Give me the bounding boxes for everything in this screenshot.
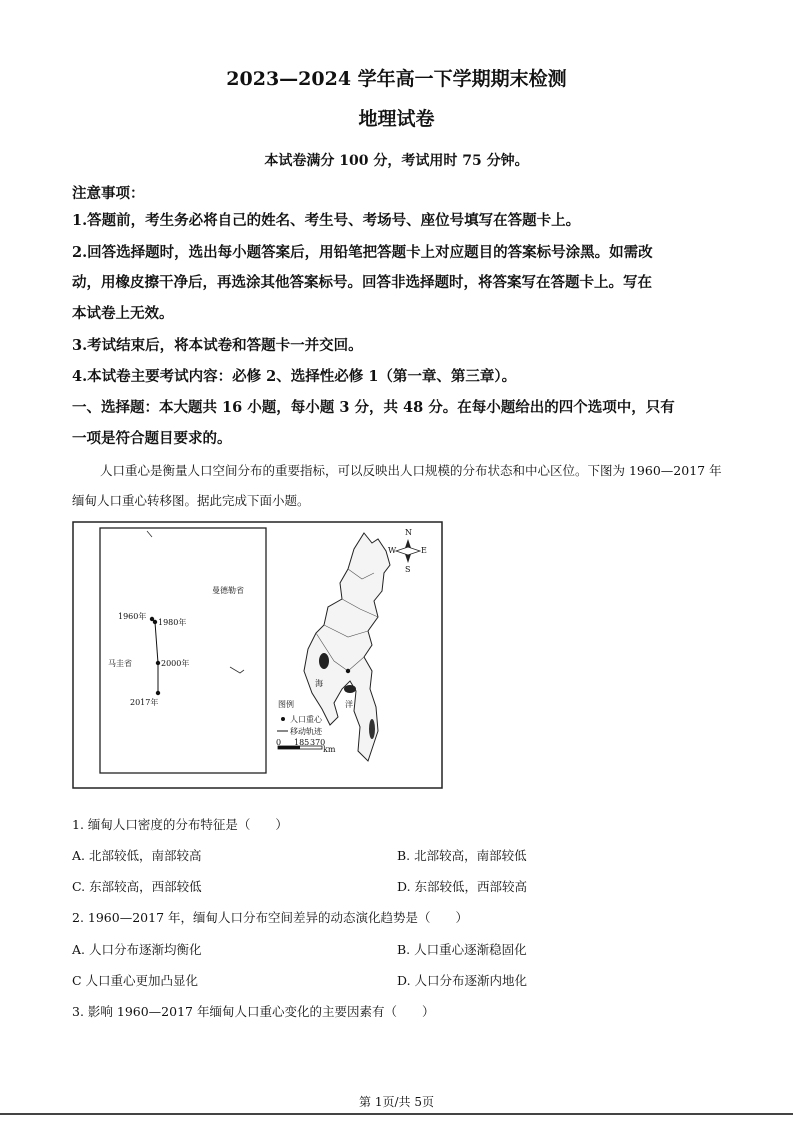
svg-text:N: N	[405, 528, 412, 537]
note-item-2-line-3: 本试卷上无效。	[72, 305, 174, 322]
note-item-2-line-2: 动，用橡皮擦干净后，再选涂其他答案标号。回答非选择题时，将答案写在答题卡上。写在	[72, 274, 652, 291]
scale-0: 0	[276, 738, 282, 747]
note-item-2-line-1: 2.回答选择题时，选出每小题答案后，用铅笔把答题卡上对应题目的答案标号涂黑。如需改	[72, 244, 653, 261]
inset-frame	[100, 528, 266, 773]
q2-option-c[interactable]: C 人口重心更加凸显化	[72, 973, 199, 988]
section-heading-line-2: 一项是符合题目要求的。	[72, 430, 232, 447]
q2-option-d[interactable]: D. 人口分布逐渐内地化	[397, 973, 528, 988]
intro-paragraph: 人口重心是衡量人口空间分布的重要指标，可以反映出人口规模的分布状态和中心区位。下图为 1960—2017 年缅甸人口重心转移图。据此完成下面小题。	[72, 463, 722, 508]
scale-185: 185	[294, 738, 310, 747]
q1-option-d[interactable]: D. 东部较低，西部较高	[397, 879, 528, 894]
scale-370: 370	[310, 738, 326, 747]
question-2-stem: 2. 1960—2017 年，缅甸人口分布空间差异的动态演化趋势是（ ）	[72, 910, 468, 925]
legend-title: 图例	[278, 700, 294, 709]
sea-label-2: 洋	[345, 700, 353, 709]
southern-shade	[369, 719, 375, 739]
label-magway: 马圭省	[108, 659, 132, 668]
delta-shade	[344, 685, 356, 693]
note-item-3: 3.考试结束后，将本试卷和答题卡一并交回。	[72, 337, 363, 354]
question-3-stem: 3. 影响 1960—2017 年缅甸人口重心变化的主要因素有（ ）	[72, 1004, 435, 1019]
sea-label-1: 海	[315, 679, 323, 688]
q1-option-c[interactable]: C. 东部较高，西部较低	[72, 879, 202, 894]
svg-text:S: S	[405, 565, 411, 574]
svg-text:E: E	[421, 546, 427, 555]
year-label-1960: 1960年	[118, 612, 147, 621]
scale-unit: km	[323, 745, 336, 754]
section-heading-line-1: 一、选择题：本大题共 16 小题，每小题 3 分，共 48 分。在每小题给出的四个选项中，只有	[72, 399, 675, 416]
exam-info: 本试卷满分 100 分，考试用时 75 分钟。	[264, 153, 529, 169]
note-item-4: 4.本试卷主要考试内容：必修 2、选择性必修 1（第一章、第三章）。	[72, 368, 517, 385]
myanmar-center-point	[346, 669, 350, 673]
question-1-stem: 1. 缅甸人口密度的分布特征是（ ）	[72, 817, 288, 832]
notes-heading: 注意事项：	[72, 185, 145, 202]
year-label-2000: 2000年	[161, 659, 190, 668]
coastal-shade-1	[319, 653, 329, 669]
q1-option-a[interactable]: A. 北部较低，南部较高	[72, 848, 202, 863]
q2-option-b[interactable]: B. 人口重心逐渐稳固化	[397, 942, 527, 957]
subject-title: 地理试卷	[358, 108, 435, 130]
q2-option-a[interactable]: A. 人口分布逐渐均衡化	[72, 942, 202, 957]
year-label-1980: 1980年	[158, 618, 187, 627]
center-point-1980	[153, 620, 157, 624]
center-point-2000	[156, 661, 160, 665]
legend-point-label: 人口重心	[290, 715, 322, 724]
svg-text:W: W	[388, 546, 397, 555]
legend-line-label: 移动轨迹	[290, 727, 322, 736]
population-center-map	[72, 521, 443, 789]
q1-option-b[interactable]: B. 北部较高，南部较低	[397, 848, 527, 863]
note-item-1: 1.答题前，考生务必将自己的姓名、考生号、考场号、座位号填写在答题卡上。	[72, 212, 581, 229]
legend-point-icon	[281, 717, 285, 721]
footer-divider	[0, 1113, 793, 1115]
page-number: 第 1页/共 5页	[359, 1095, 434, 1109]
exam-title: 2023—2024 学年高一下学期期末检测	[226, 68, 567, 90]
label-mandalay: 曼德勒省	[212, 586, 244, 595]
year-label-2017: 2017年	[130, 698, 159, 707]
center-point-2017	[156, 691, 160, 695]
